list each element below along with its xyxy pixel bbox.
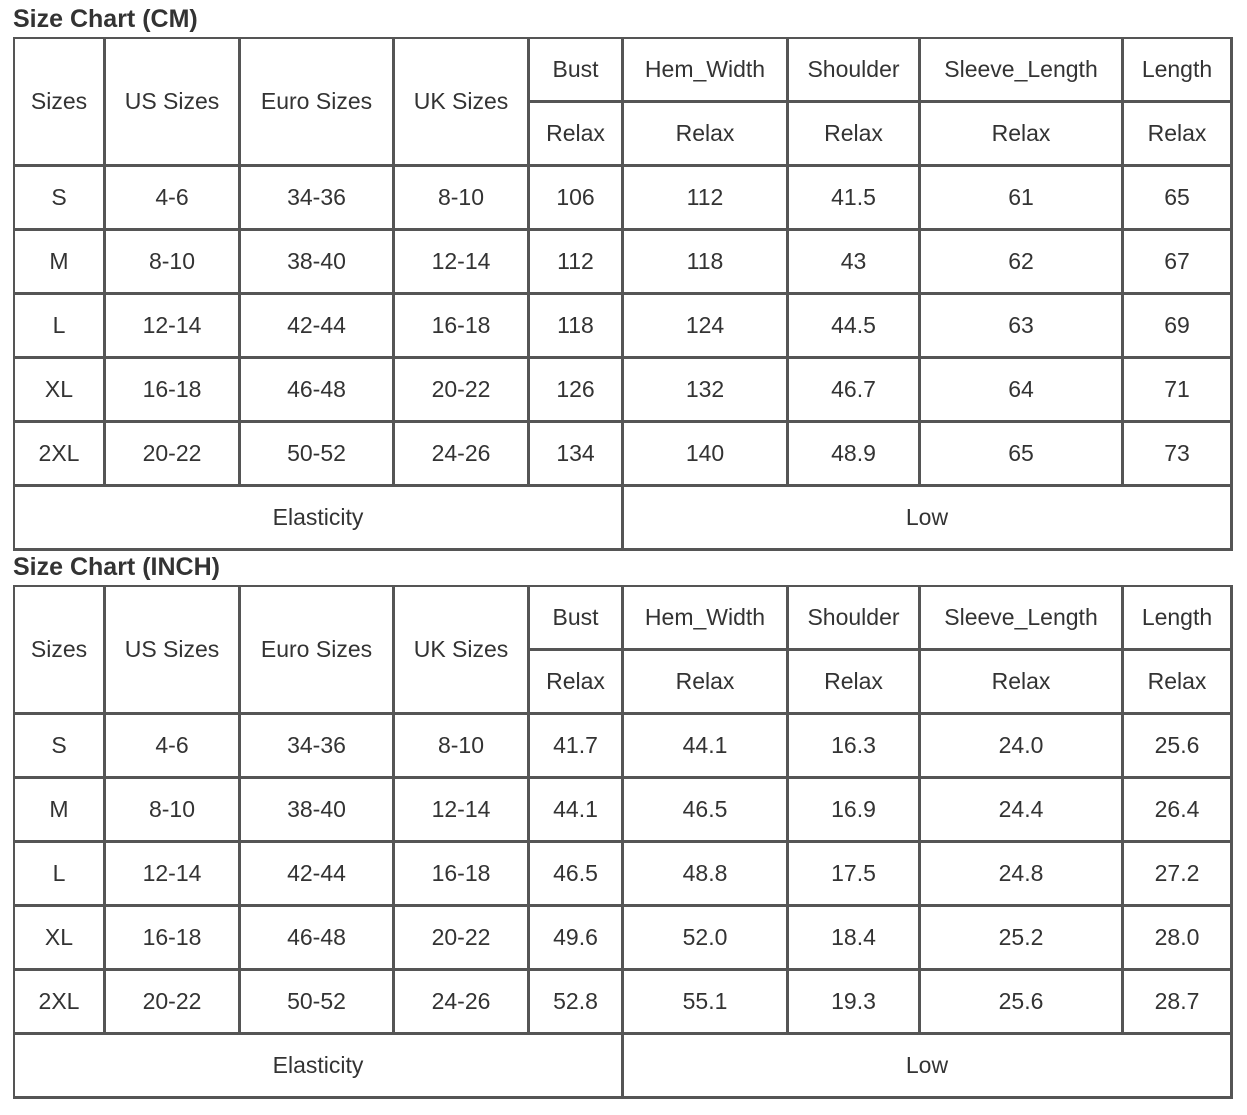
table-cell: 16-18 [106,907,241,971]
table-cell: 46.7 [789,359,921,423]
table-cell: 4-6 [106,167,241,231]
table-cell: 20-22 [106,423,241,487]
header-shoulder: Shoulder [789,587,921,651]
table-cell: 44.5 [789,295,921,359]
subheader-relax: Relax [1124,103,1233,167]
header-sleeve-length: Sleeve_Length [921,39,1124,103]
table-cell: 46.5 [530,843,624,907]
table-cell: 20-22 [395,359,530,423]
elasticity-label: Elasticity [15,1035,624,1099]
table-cell: 28.0 [1124,907,1233,971]
subheader-relax: Relax [1124,651,1233,715]
table-cell: 24.4 [921,779,1124,843]
subheader-relax: Relax [789,651,921,715]
table-cell: 73 [1124,423,1233,487]
table-row [15,907,1233,971]
table-row [15,359,1233,423]
table-cell: 41.5 [789,167,921,231]
table-cell: 18.4 [789,907,921,971]
table-cell: 8-10 [106,231,241,295]
subheader-relax: Relax [624,651,789,715]
table-cell: 126 [530,359,624,423]
table-cell: 16-18 [395,295,530,359]
table-cell: 20-22 [395,907,530,971]
header-sleeve-length: Sleeve_Length [921,587,1124,651]
table-cell: 63 [921,295,1124,359]
table-cell: L [15,295,106,359]
table-cell: 25.6 [1124,715,1233,779]
table-cell: 71 [1124,359,1233,423]
header-bust: Bust [530,587,624,651]
table-cell: 2XL [15,423,106,487]
table-cell: 46-48 [241,907,395,971]
table-cell: 12-14 [106,843,241,907]
table-cell: 69 [1124,295,1233,359]
table-cell: 25.2 [921,907,1124,971]
table-cell: 16.3 [789,715,921,779]
table-cell: S [15,167,106,231]
table-cell: 24-26 [395,423,530,487]
header-shoulder: Shoulder [789,39,921,103]
subheader-relax: Relax [530,103,624,167]
table-cell: 8-10 [395,167,530,231]
table-row [15,295,1233,359]
header-euro-sizes: Euro Sizes [241,39,395,167]
table-cell: 38-40 [241,231,395,295]
table-cell: 49.6 [530,907,624,971]
table-cell: 67 [1124,231,1233,295]
table-cell: 16-18 [395,843,530,907]
elasticity-row [15,1035,1233,1099]
table-row [15,231,1233,295]
table-cell: 12-14 [395,231,530,295]
table-cell: 112 [530,231,624,295]
header-length: Length [1124,587,1233,651]
table-cell: 62 [921,231,1124,295]
table-cell: 44.1 [624,715,789,779]
header-bust: Bust [530,39,624,103]
table-cell: 2XL [15,971,106,1035]
table-cell: 42-44 [241,295,395,359]
table-cell: 112 [624,167,789,231]
table-row [15,715,1233,779]
size-chart-cm-table [13,37,1233,551]
header-row [15,39,1233,103]
table-cell: 4-6 [106,715,241,779]
size-chart-cm-title: Size Chart (CM) [13,5,198,33]
header-us-sizes: US Sizes [106,39,241,167]
table-cell: 118 [530,295,624,359]
elasticity-row [15,487,1233,551]
table-cell: 48.8 [624,843,789,907]
table-row [15,843,1233,907]
header-us-sizes: US Sizes [106,587,241,715]
elasticity-value: Low [624,487,1233,551]
table-cell: 16-18 [106,359,241,423]
table-cell: 118 [624,231,789,295]
subheader-relax: Relax [921,103,1124,167]
table-cell: 34-36 [241,167,395,231]
table-cell: 20-22 [106,971,241,1035]
header-euro-sizes: Euro Sizes [241,587,395,715]
table-cell: 46-48 [241,359,395,423]
table-cell: 42-44 [241,843,395,907]
table-cell: L [15,843,106,907]
table-cell: 61 [921,167,1124,231]
header-row [15,587,1233,651]
table-cell: 44.1 [530,779,624,843]
elasticity-value: Low [624,1035,1233,1099]
header-length: Length [1124,39,1233,103]
table-cell: 134 [530,423,624,487]
elasticity-label: Elasticity [15,487,624,551]
table-cell: 124 [624,295,789,359]
table-cell: XL [15,359,106,423]
table-cell: 41.7 [530,715,624,779]
header-sizes: Sizes [15,39,106,167]
table-cell: 55.1 [624,971,789,1035]
table-cell: 12-14 [395,779,530,843]
subheader-relax: Relax [530,651,624,715]
table-cell: 27.2 [1124,843,1233,907]
size-chart-inch-table [13,585,1233,1099]
subheader-relax: Relax [921,651,1124,715]
table-cell: 65 [921,423,1124,487]
header-uk-sizes: UK Sizes [395,587,530,715]
table-cell: M [15,231,106,295]
table-cell: 17.5 [789,843,921,907]
header-sizes: Sizes [15,587,106,715]
table-cell: 8-10 [106,779,241,843]
table-cell: 38-40 [241,779,395,843]
table-cell: 19.3 [789,971,921,1035]
table-cell: S [15,715,106,779]
table-cell: 52.0 [624,907,789,971]
table-cell: 28.7 [1124,971,1233,1035]
table-row [15,971,1233,1035]
table-cell: 43 [789,231,921,295]
table-cell: 64 [921,359,1124,423]
table-cell: 24-26 [395,971,530,1035]
table-cell: 132 [624,359,789,423]
subheader-relax: Relax [789,103,921,167]
table-cell: 26.4 [1124,779,1233,843]
table-cell: 52.8 [530,971,624,1035]
table-cell: 106 [530,167,624,231]
table-cell: 65 [1124,167,1233,231]
header-uk-sizes: UK Sizes [395,39,530,167]
table-cell: 24.0 [921,715,1124,779]
table-cell: 24.8 [921,843,1124,907]
table-cell: 50-52 [241,971,395,1035]
subheader-relax: Relax [624,103,789,167]
table-cell: 16.9 [789,779,921,843]
table-cell: 25.6 [921,971,1124,1035]
table-cell: 46.5 [624,779,789,843]
table-row [15,423,1233,487]
table-cell: 50-52 [241,423,395,487]
table-cell: 48.9 [789,423,921,487]
table-cell: 8-10 [395,715,530,779]
header-hem-width: Hem_Width [624,39,789,103]
table-row [15,779,1233,843]
table-cell: 140 [624,423,789,487]
header-hem-width: Hem_Width [624,587,789,651]
table-row [15,167,1233,231]
table-cell: XL [15,907,106,971]
size-chart-inch-title: Size Chart (INCH) [13,553,220,581]
table-cell: M [15,779,106,843]
table-cell: 34-36 [241,715,395,779]
table-cell: 12-14 [106,295,241,359]
